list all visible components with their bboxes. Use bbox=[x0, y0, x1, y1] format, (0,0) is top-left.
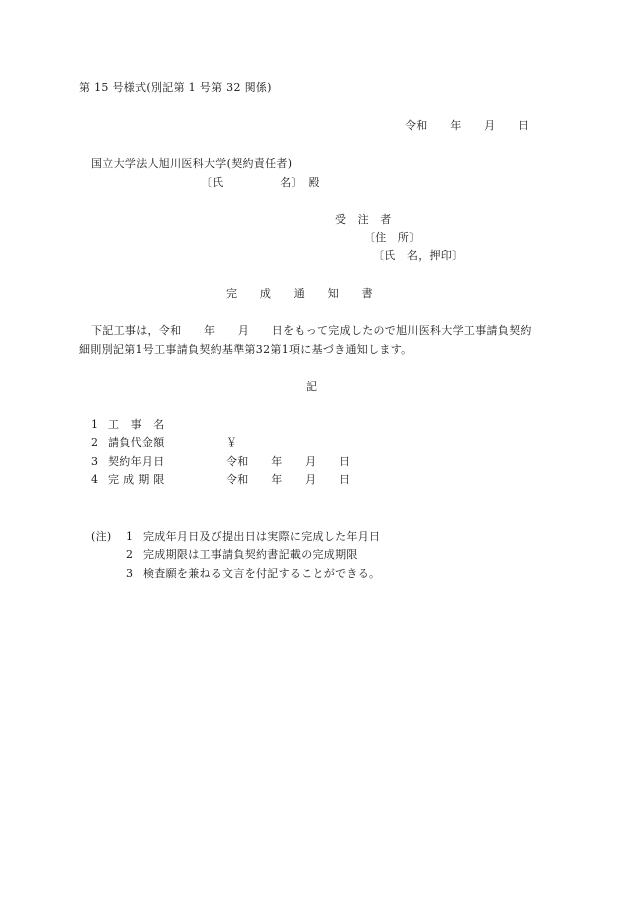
note-number: 2 bbox=[126, 548, 134, 561]
item-value: ￥ bbox=[226, 436, 238, 449]
notes-prefix: (注) bbox=[91, 530, 112, 543]
contractor-address: 〔住 所〕 bbox=[364, 231, 421, 244]
item-number: 2 bbox=[91, 436, 99, 449]
recipient-organization: 国立大学法人旭川医科大学(契約責任者) bbox=[91, 157, 293, 170]
note-text: 完成年月日及び提出日は実際に完成した年月日 bbox=[143, 530, 381, 543]
date-line: 令和 年 月 日 bbox=[405, 119, 530, 132]
item-number: 3 bbox=[91, 455, 99, 468]
document-title: 完 成 通 知 書 bbox=[226, 287, 373, 300]
item-number: 1 bbox=[91, 418, 99, 431]
item-label: 契約年月日 bbox=[108, 455, 165, 468]
item-value: 令和 年 月 日 bbox=[226, 473, 351, 486]
contractor-label: 受 注 者 bbox=[335, 213, 392, 226]
ki-marker: 記 bbox=[306, 380, 318, 393]
item-label: 工 事 名 bbox=[108, 418, 165, 431]
recipient-name-line: 〔氏 名〕 殿 bbox=[201, 176, 320, 189]
item-number: 4 bbox=[91, 473, 99, 486]
item-label: 請負代金額 bbox=[108, 436, 165, 449]
body-line-2: 細則別記第1号工事請負契約基準第32第1項に基づき通知します。 bbox=[79, 343, 413, 356]
note-text: 検査願を兼ねる文言を付記することができる。 bbox=[143, 567, 381, 580]
note-text: 完成期限は工事請負契約書記載の完成期限 bbox=[143, 548, 358, 561]
contractor-name: 〔氏 名，押印〕 bbox=[373, 249, 464, 262]
note-number: 3 bbox=[126, 567, 134, 580]
note-number: 1 bbox=[126, 530, 134, 543]
item-label: 完 成 期 限 bbox=[108, 473, 165, 486]
item-value: 令和 年 月 日 bbox=[226, 455, 351, 468]
body-line-1: 下記工事は，令和 年 月 日をもって完成したので旭川医科大学工事請負契約 bbox=[91, 324, 532, 337]
form-number: 第 15 号様式(別記第 1 号第 32 関係) bbox=[79, 81, 272, 94]
